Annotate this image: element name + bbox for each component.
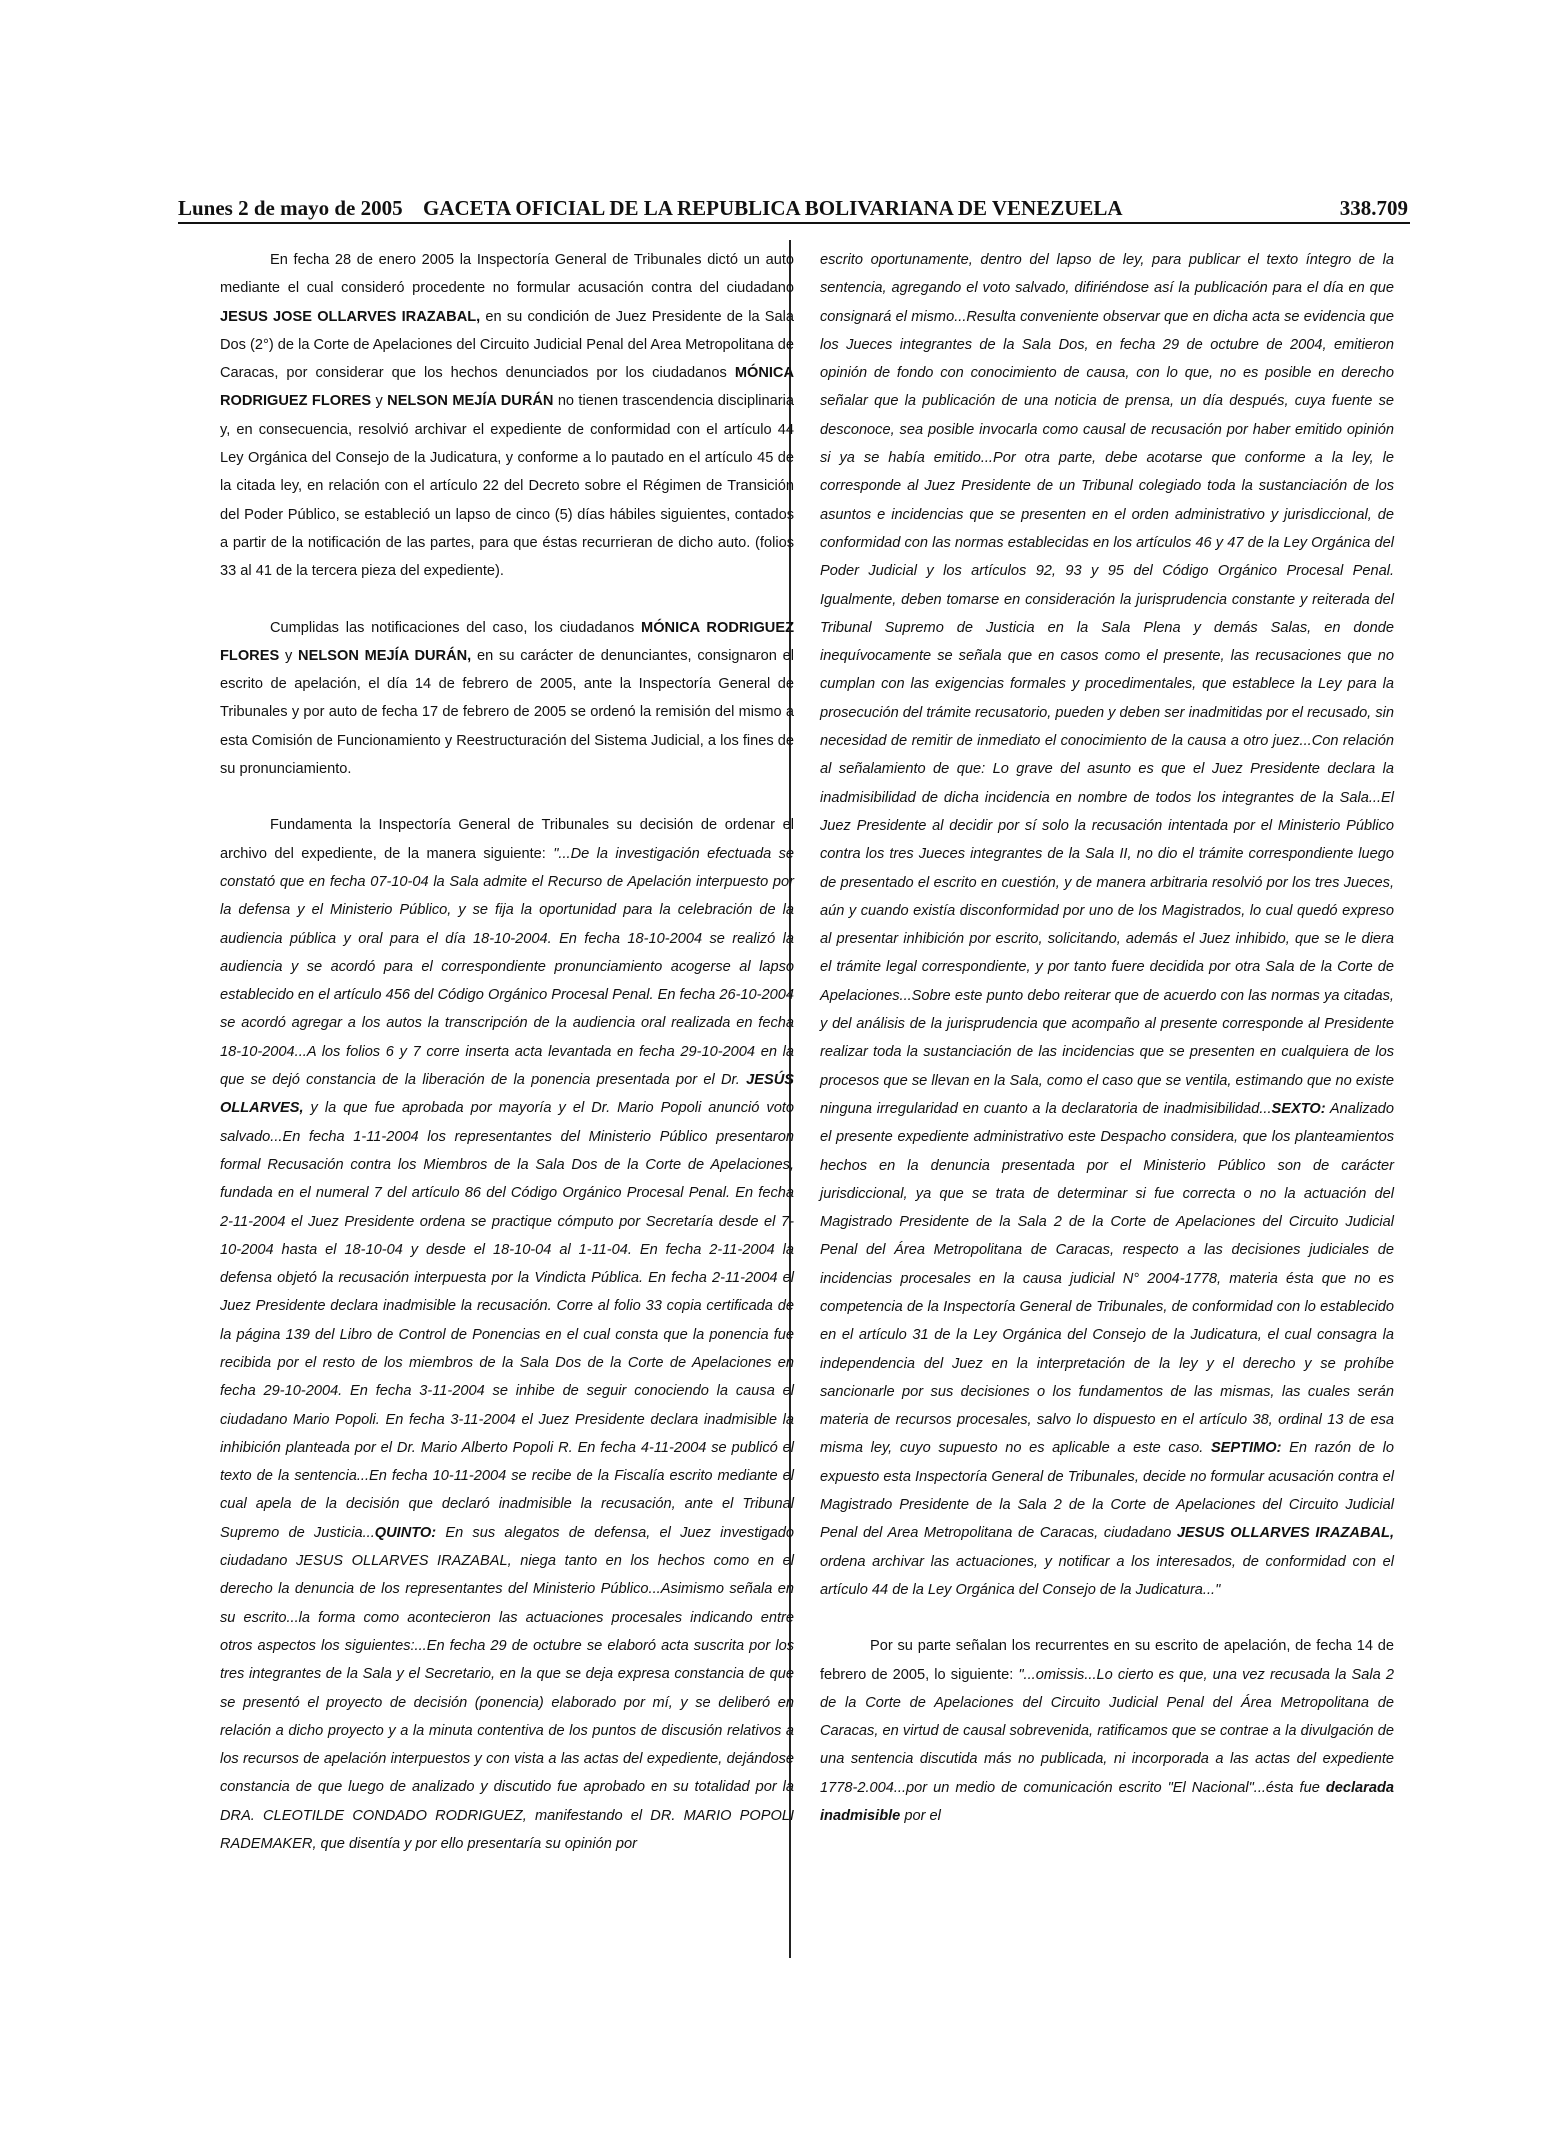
bold-name: NELSON MEJÍA DURÁN [387,393,554,410]
section-label: SEXTO: [1271,1100,1326,1117]
text-run: y [279,647,299,664]
text-run: En fecha 28 de enero 2005 la Inspectoría General de Tribunales dictó un auto mediante el cual consideró procedente no formular acusación contra del ciudadano [220,252,794,297]
bold-name: MÓNICA RODRIGUEZ FLORES [220,365,794,410]
bold-phrase: declarada inadmisible [820,1779,1394,1825]
quote-run: "...De la investigación efectuada se constató que en fecha 07-10-04 la Sala admite el Recurso de Apelación interpuesto por la defensa y el Ministerio Público, y se fija la oportunidad para la celebración de la audiencia pública y oral para el día 18-10-2004. En fecha 18-10-2004 se realizó la audiencia y se acordó para el correspondiente pronunciamiento acogerse al lapso establecido en el artículo 456 del Código Orgánico Procesal Penal. En fecha 26-10-2004 se acordó agregar a los autos la transcripción de la audiencia oral realizada en fecha 18-10-2004...A los folios 6 y 7 corre inserta acta levantada en fecha 29-10-2004 en la que se dejó constancia de la liberación de la ponencia presentada por el Dr. [220,845,794,1089]
left-column [220,246,794,1886]
paragraph-notificaciones [220,614,794,784]
quote-run: En sus alegatos de defensa, el Juez investigado ciudadano JESUS OLLARVES IRAZABAL, niega tanto en los hechos como en el derecho la denuncia de los representantes del Ministerio Público...Asimismo señala en su escrito...la forma como acontecieron las actuaciones procesales indicando entre otros aspectos los siguientes:...En fecha 29 de octubre se elaboró acta suscrita por los tres integrantes de la Sala y el Secretario, en la que se deja expresa constancia de que se presentó el proyecto de decisión (ponencia) elaborado por mí, y se deliberó en relación a dicho proyecto y a la minuta contentiva de los puntos de discusión relativos a los recursos de apelación interpuestos y con vista a las actas del expediente, dejándose constancia de que luego de analizado y discutido fue aprobado en su totalidad por la DRA. CLEOTILDE CONDADO RODRIGUEZ, manifestando el DR. MARIO POPOLI RADEMAKER, que disentía y por ello presentaría su opinión por [220,1524,794,1853]
quote-run: y la que fue aprobada por mayoría y el Dr. Mario Popoli anunció voto salvado...En fecha 1-11-2004 los representantes del Ministerio Público presentaron formal Recusación contra los Miembros de la Sala Dos de la Corte de Apelaciones, fundada en el numeral 7 del artículo 86 del Código Orgánico Procesal Penal. En fecha 2-11-2004 el Juez Presidente ordena se practique cómputo por Secretaría desde el 7-10-2004 hasta el 18-10-04 y desde el 18-10-04 al 1-11-04. En fecha 2-11-2004 la defensa objetó la recusación interpuesta por la Vindicta Pública. En fecha 2-11-2004 el Juez Presidente declara inadmisible la recusación. Corre al folio 33 copia certificada de la página 139 del Libro de Control de Ponencias en el cual consta que la ponencia fue recibida por el resto de los miembros de la Sala Dos de la Corte de Apelaciones en fecha 29-10-2004. En fecha 3-11-2004 se inhibe de seguir conociendo la causa el ciudadano Mario Popoli. En fecha 3-11-2004 el Juez Presidente declara inadmisible la inhibición planteada por el Dr. Mario Alberto Popoli R. En fecha 4-11-2004 se publicó el texto de la sentencia...En fecha 10-11-2004 se recibe de la Fiscalía escrito mediante el cual apela de la decisión que declaró inadmisible la recusación, ante el Tribunal Supremo de Justicia... [220,1100,794,1541]
section-label: SEPTIMO: [1210,1440,1282,1457]
page-header [178,196,1408,224]
paragraph-auto-archivo [220,246,794,586]
paragraph-fundamenta [220,811,794,1858]
paragraph-recurrentes [820,1632,1394,1830]
text-run: Por su parte señalan los recurrentes en su escrito de apelación, de fecha 14 de febrero de 2005, lo siguiente: [820,1638,1394,1683]
bold-name: JESUS OLLARVES IRAZABAL, [1176,1525,1394,1542]
bold-name: JESUS JOSE OLLARVES IRAZABAL, [220,308,481,325]
bold-name: NELSON MEJÍA DURÁN, [298,647,472,664]
bold-name: JESÚS OLLARVES, [220,1072,794,1117]
quote-run: "...omissis...Lo cierto es que, una vez recusada la Sala 2 de la Corte de Apelaciones del Circuito Judicial Penal del Área Metropolitana de Caracas, en virtud de causal sobrevenida, ratificamos que se contrae a la divulgación de una sentencia discutida más no publicada, ni incorporada a las actas del expediente 1778-2.004...por un medio de comunicación escrito "El Nacional"...ésta fue [820,1666,1394,1796]
quote-run: por el [900,1808,941,1825]
text-run: no tienen trascendencia disciplinaria y, en consecuencia, resolvió archivar el expediente de conformidad con el artículo 44 Ley Orgánica del Consejo de la Judicatura, y conforme a lo pautado en el artículo 45 de la citada ley, en relación con el artículo 22 del Decreto sobre el Régimen de Transición del Poder Público, se estableció un lapso de cinco (5) días hábiles siguientes, contados a partir de la notificación de las partes, para que éstas recurrieran de dicho auto. (folios 33 al 41 de la tercera pieza del expediente). [220,393,795,580]
section-label: QUINTO: [374,1524,437,1541]
text-run: Cumplidas las notificaciones del caso, los ciudadanos [270,619,642,636]
text-run: en su condición de Juez Presidente de la Sala Dos (2°) de la Corte de Apelaciones del Circuito Judicial Penal del Area Metropolitana de Caracas, por considerar que los hechos denunciados por los ciudadanos [220,308,794,382]
right-column [820,246,1394,1858]
quote-run: ordena archivar las actuaciones, y notificar a los interesados, de conformidad con el artículo 44 de la Ley Orgánica del Consejo de la Judicatura..." [820,1553,1394,1598]
text-run: Fundamenta la Inspectoría General de Tribunales su decisión de ordenar el archivo del expediente, de la manera siguiente: [220,817,794,862]
paragraph-quote-continued [820,246,1394,1604]
text-run: en su carácter de denunciantes, consignaron el escrito de apelación, el día 14 de febrero de 2005, ante la Inspectoría General de Tribunales y por auto de fecha 17 de febrero de 2005 se ordenó la remisión del mismo a esta Comisión de Funcionamiento y Reestructuración del Sistema Judicial, a los fines de su pronunciamiento. [220,647,795,778]
quote-run: Analizado el presente expediente administrativo este Despacho considera, que los planteamientos hechos en la denuncia presentada por el Ministerio Público son de carácter jurisdiccional, ya que se trata de determinar si fue correcta o no la actuación del Magistrado Presidente de la Sala 2 de la Corte de Apelaciones del Circuito Judicial Penal del Área Metropolitana de Caracas, respecto a las decisiones judiciales de incidencias procesales en la causa judicial N° 2004-1778, materia ésta que no es competencia de la Inspectoría General de Tribunales, de conformidad con lo establecido en el artículo 31 de la Ley Orgánica del Consejo de la Judicatura, el cual consagra la independencia del Juez en la interpretación de la ley y el derecho y se prohíbe sancionarle por sus decisiones o los fundamentos de las mismas, las cuales serán materia de recursos procesales, salvo lo dispuesto en el artículo 38, ordinal 13 de esa misma ley, cuyo supuesto no es aplicable a este caso. [820,1100,1394,1457]
quote-run: En razón de lo expuesto esta Inspectoría General de Tribunales, decide no formular acusación contra el Magistrado Presidente de la Sala 2 de la Corte de Apelaciones del Circuito Judicial Penal del Area Metropolitana de Caracas, ciudadano [820,1440,1395,1542]
header-date: Lunes 2 de mayo de 2005 [178,196,403,220]
header-title: GACETA OFICIAL DE LA REPUBLICA BOLIVARIANA DE VENEZUELA [423,196,1123,220]
text-run: y [371,393,388,410]
quote-run: escrito oportunamente, dentro del lapso de ley, para publicar el texto íntegro de la sentencia, agregando el voto salvado, difiriéndose así la publicación para el día en que consignará el mismo...Resulta conveniente observar que en dicha acta se evidencia que los Jueces integrantes de la Sala Dos, en fecha 29 de octubre de 2004, emitieron opinión de fondo con conocimiento de causa, con lo que, no es posible en derecho señalar que la publicación de una noticia de prensa, un día después, cuya fuente se desconoce, sea posible invocarla como causal de recusación por haber emitido opinión si ya se había emitido...Por otra parte, debe acotarse que conforme a la ley, le corresponde al Juez Presidente de un Tribunal colegiado toda la sustanciación de los asuntos e incidencias que se presenten en el orden administrativo y jurisdiccional, de conformidad con las normas establecidas en los artículos 46 y 47 de la Ley Orgánica del Poder Judicial y los artículos 92, 93 y 95 del Código Orgánico Procesal Penal. Igualmente, deben tomarse en consideración la jurisprudencia constante y reiterada del Tribunal Supremo de Justicia en la Sala Plena y demás Salas, en donde inequívocamente se señala que en casos como el presente, las recusaciones que no cumplan con las exigencias formales y procedimentales, que establece la Ley para la prosecución del trámite recusatorio, pueden y deben ser inadmitidas por el recusado, sin necesidad de remitir de inmediato el conocimiento de la causa a otro juez...Con relación al señalamiento de que: Lo grave del asunto es que el Juez Presidente declara la inadmisibilidad de dicha incidencia en nombre de todos los integrantes de la Sala...El Juez Presidente al decidir por sí solo la recusación intentada por el Ministerio Público contra los tres Jueces integrantes de la Sala II, no dio el trámite correspondiente luego de presentado el escrito en cuestión, y de manera arbitraria resolvió por los tres Jueces, aún y cuando existía disconformidad por uno de los Magistrados, lo cual quedó expreso al presentar inhibición por escrito, solicitando, además el Juez inhibido, que se le diera el trámite legal correspondiente, y por tanto fuere decidida por otra Sala de la Corte de Apelaciones...Sobre este punto debo reiterar que de acuerdo con las normas ya citadas, y del análisis de la jurisprudencia que acompaño al presente corresponde al Presidente realizar toda la sustanciación de las incidencias que se presenten en cualquiera de los procesos que se llevan en la Sala, como el caso que se ventila, estimando que no existe ninguna irregularidad en cuanto a la declaratoria de inadmisibilidad... [820,252,1394,1117]
bold-name: MÓNICA RODRIGUEZ FLORES [220,619,794,664]
header-rule [178,222,1410,224]
header-page-number: 338.709 [1339,196,1408,220]
